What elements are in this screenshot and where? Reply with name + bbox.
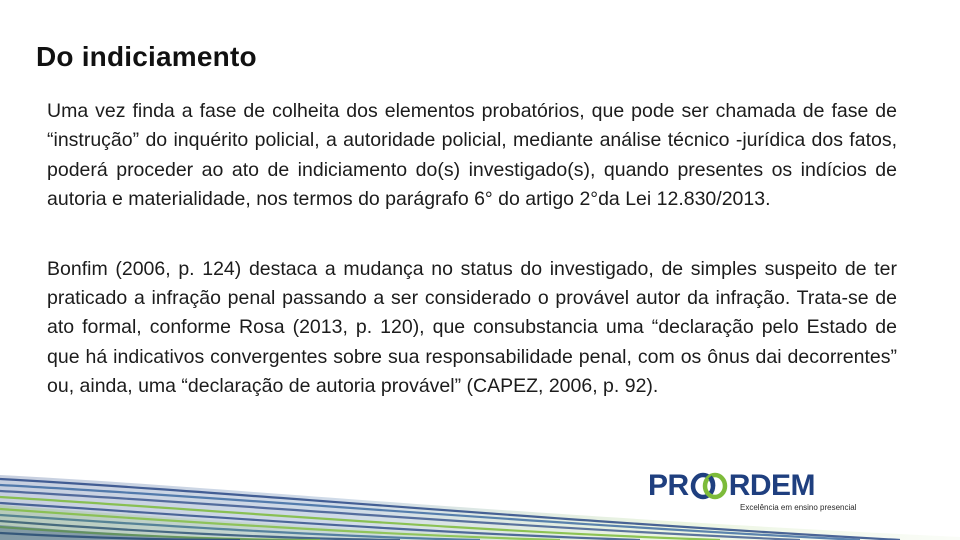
slide-title: Do indiciamento bbox=[36, 40, 257, 72]
interlocking-rings-icon bbox=[690, 471, 728, 501]
slide-body bbox=[47, 97, 897, 402]
logo-slogan: Excelência em ensino presencial bbox=[740, 503, 857, 512]
paragraph-1: Uma vez finda a fase de colheita dos elementos probatórios, que pode ser chamada de fase de “instrução” do inquérito policial, a autoridade policial, mediante análise técnico -jurídica dos fatos, poderá proceder ao ato de indiciamento do(s) investigado(s), quando presentes os indícios de autoria e materialidade, nos termos do parágrafo 6° do artigo 2°da Lei 12.830/2013. bbox=[47, 100, 897, 211]
proordem-logo bbox=[648, 470, 863, 518]
logo-wordmark bbox=[648, 470, 815, 502]
paragraph-2: Bonfim (2006, p. 124) destaca a mudança no status do investigado, de simples suspeito de ter praticado a infração penal passando a ser considerado o provável autor da infração. Trata-se de ato formal, conforme Rosa (2013, p. 120), que consubstancia uma “declaração pelo Estado de que há indicativos convergentes sobre sua responsabilidade penal, com os ônus dai decorrentes” ou, ainda, uma “declaração de autoria provável” (CAPEZ, 2006, p. 92). bbox=[47, 257, 897, 398]
logo-text-part2: RDEM bbox=[728, 469, 816, 502]
logo-text-part1: PR bbox=[648, 469, 689, 502]
